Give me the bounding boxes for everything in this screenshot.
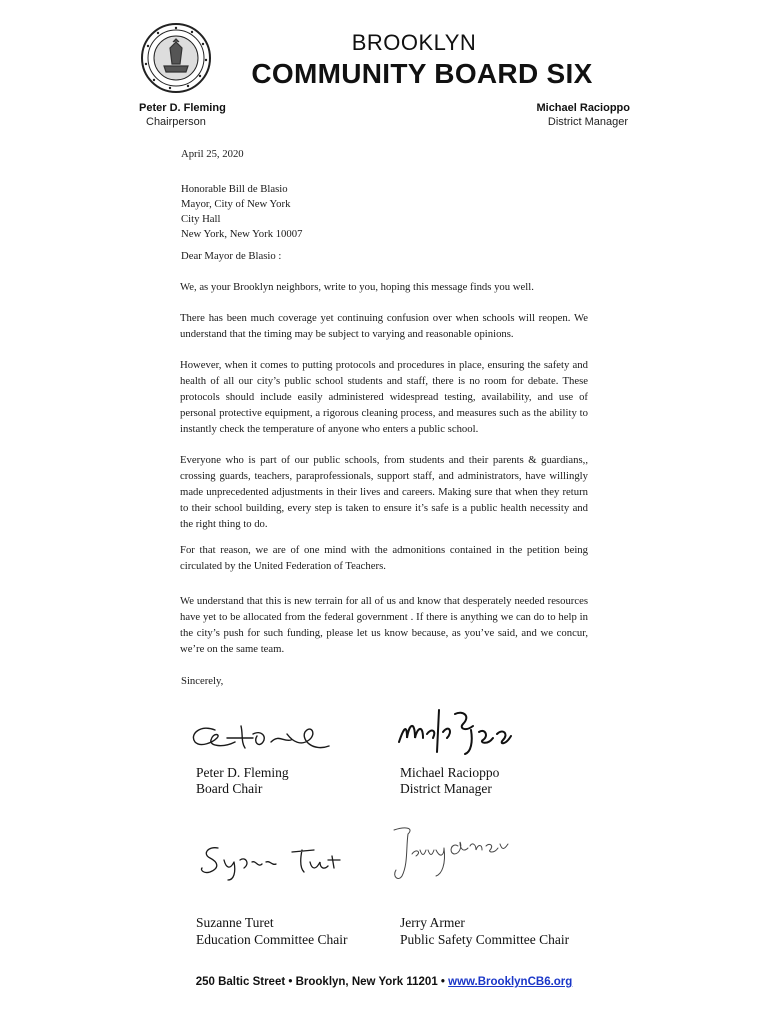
letter-paragraph: There has been much coverage yet continuing confusion over when schools will reopen. We understand that the timing may be subject to varying and reasonable opinions. xyxy=(180,312,588,340)
letter-date: April 25, 2020 xyxy=(181,148,244,160)
signature-armer xyxy=(386,820,526,886)
recipient-line: Honorable Bill de Blasio xyxy=(181,183,288,195)
letter-closing: Sincerely, xyxy=(181,675,224,687)
letter-paragraph: However, when it comes to putting protocols and procedures in place, ensuring the safety and health of all our city’s public school students and staff, there is no room for debate. These protocols should include easily administered widespread testing, availability, and use of personal protective equipment, a rigorous cleaning process, and measures such as the ability to instantly check the temperature of anyone who enters a public school. xyxy=(180,359,588,435)
signature-fleming xyxy=(183,712,343,756)
footer-address: 250 Baltic Street • Brooklyn, New York 11201 • xyxy=(195,976,449,988)
signatory-name: Michael Racioppo xyxy=(400,765,500,780)
signatory-title: Board Chair xyxy=(196,781,263,796)
signatory-name: Suzanne Turet xyxy=(196,915,274,930)
signatory-title: Public Safety Committee Chair xyxy=(400,932,570,947)
letter-paragraph: We, as your Brooklyn neighbors, write to you, hoping this message finds you well. xyxy=(180,281,534,293)
signatory-title: Education Committee Chair xyxy=(196,932,348,947)
letter-paragraph: We understand that this is new terrain for all of us and know that desperately needed resources have yet to be allocated from the federal government . If there is anything we can do to help in the city’s push for such funding, please let us know because, as you’ve said, and we concur, we’re on the same team. xyxy=(180,595,588,655)
footer-address-bar xyxy=(0,976,768,988)
board-name-heading: COMMUNITY BOARD SIX xyxy=(251,58,593,89)
chairperson-name: Peter D. Fleming xyxy=(139,102,226,114)
borough-seal-logo xyxy=(140,22,212,94)
letter-paragraph: Everyone who is part of our public schools, from students and their parents & guardians,, crossing guards, teachers, paraprofessionals, support staff, and administrators, have willingly made unprecedented adjustments in their lives and careers. Making sure that when they return to their school building, every step is taken to ensure it’s safe is a public health necessity and the right thing to do. xyxy=(180,454,588,530)
signature-racioppo xyxy=(393,702,523,758)
recipient-address xyxy=(181,181,302,241)
district-manager-title: District Manager xyxy=(547,116,628,128)
signatory-name: Jerry Armer xyxy=(400,915,465,930)
website-link[interactable]: www.BrooklynCB6.org xyxy=(448,976,573,988)
recipient-line: New York, New York 10007 xyxy=(181,228,303,240)
signatory-title: District Manager xyxy=(400,781,492,796)
letter-paragraph: For that reason, we are of one mind with the admonitions contained in the petition being circulated by the United Federation of Teachers. xyxy=(180,544,588,572)
signature-turet xyxy=(196,838,346,884)
chairperson-title: Chairperson xyxy=(146,116,206,128)
recipient-line: City Hall xyxy=(181,213,221,225)
recipient-line: Mayor, City of New York xyxy=(181,198,291,210)
district-manager-name: Michael Racioppo xyxy=(536,102,630,114)
salutation: Dear Mayor de Blasio : xyxy=(181,250,282,262)
board-borough-heading: BROOKLYN xyxy=(351,30,477,55)
signatory-name: Peter D. Fleming xyxy=(196,765,289,780)
